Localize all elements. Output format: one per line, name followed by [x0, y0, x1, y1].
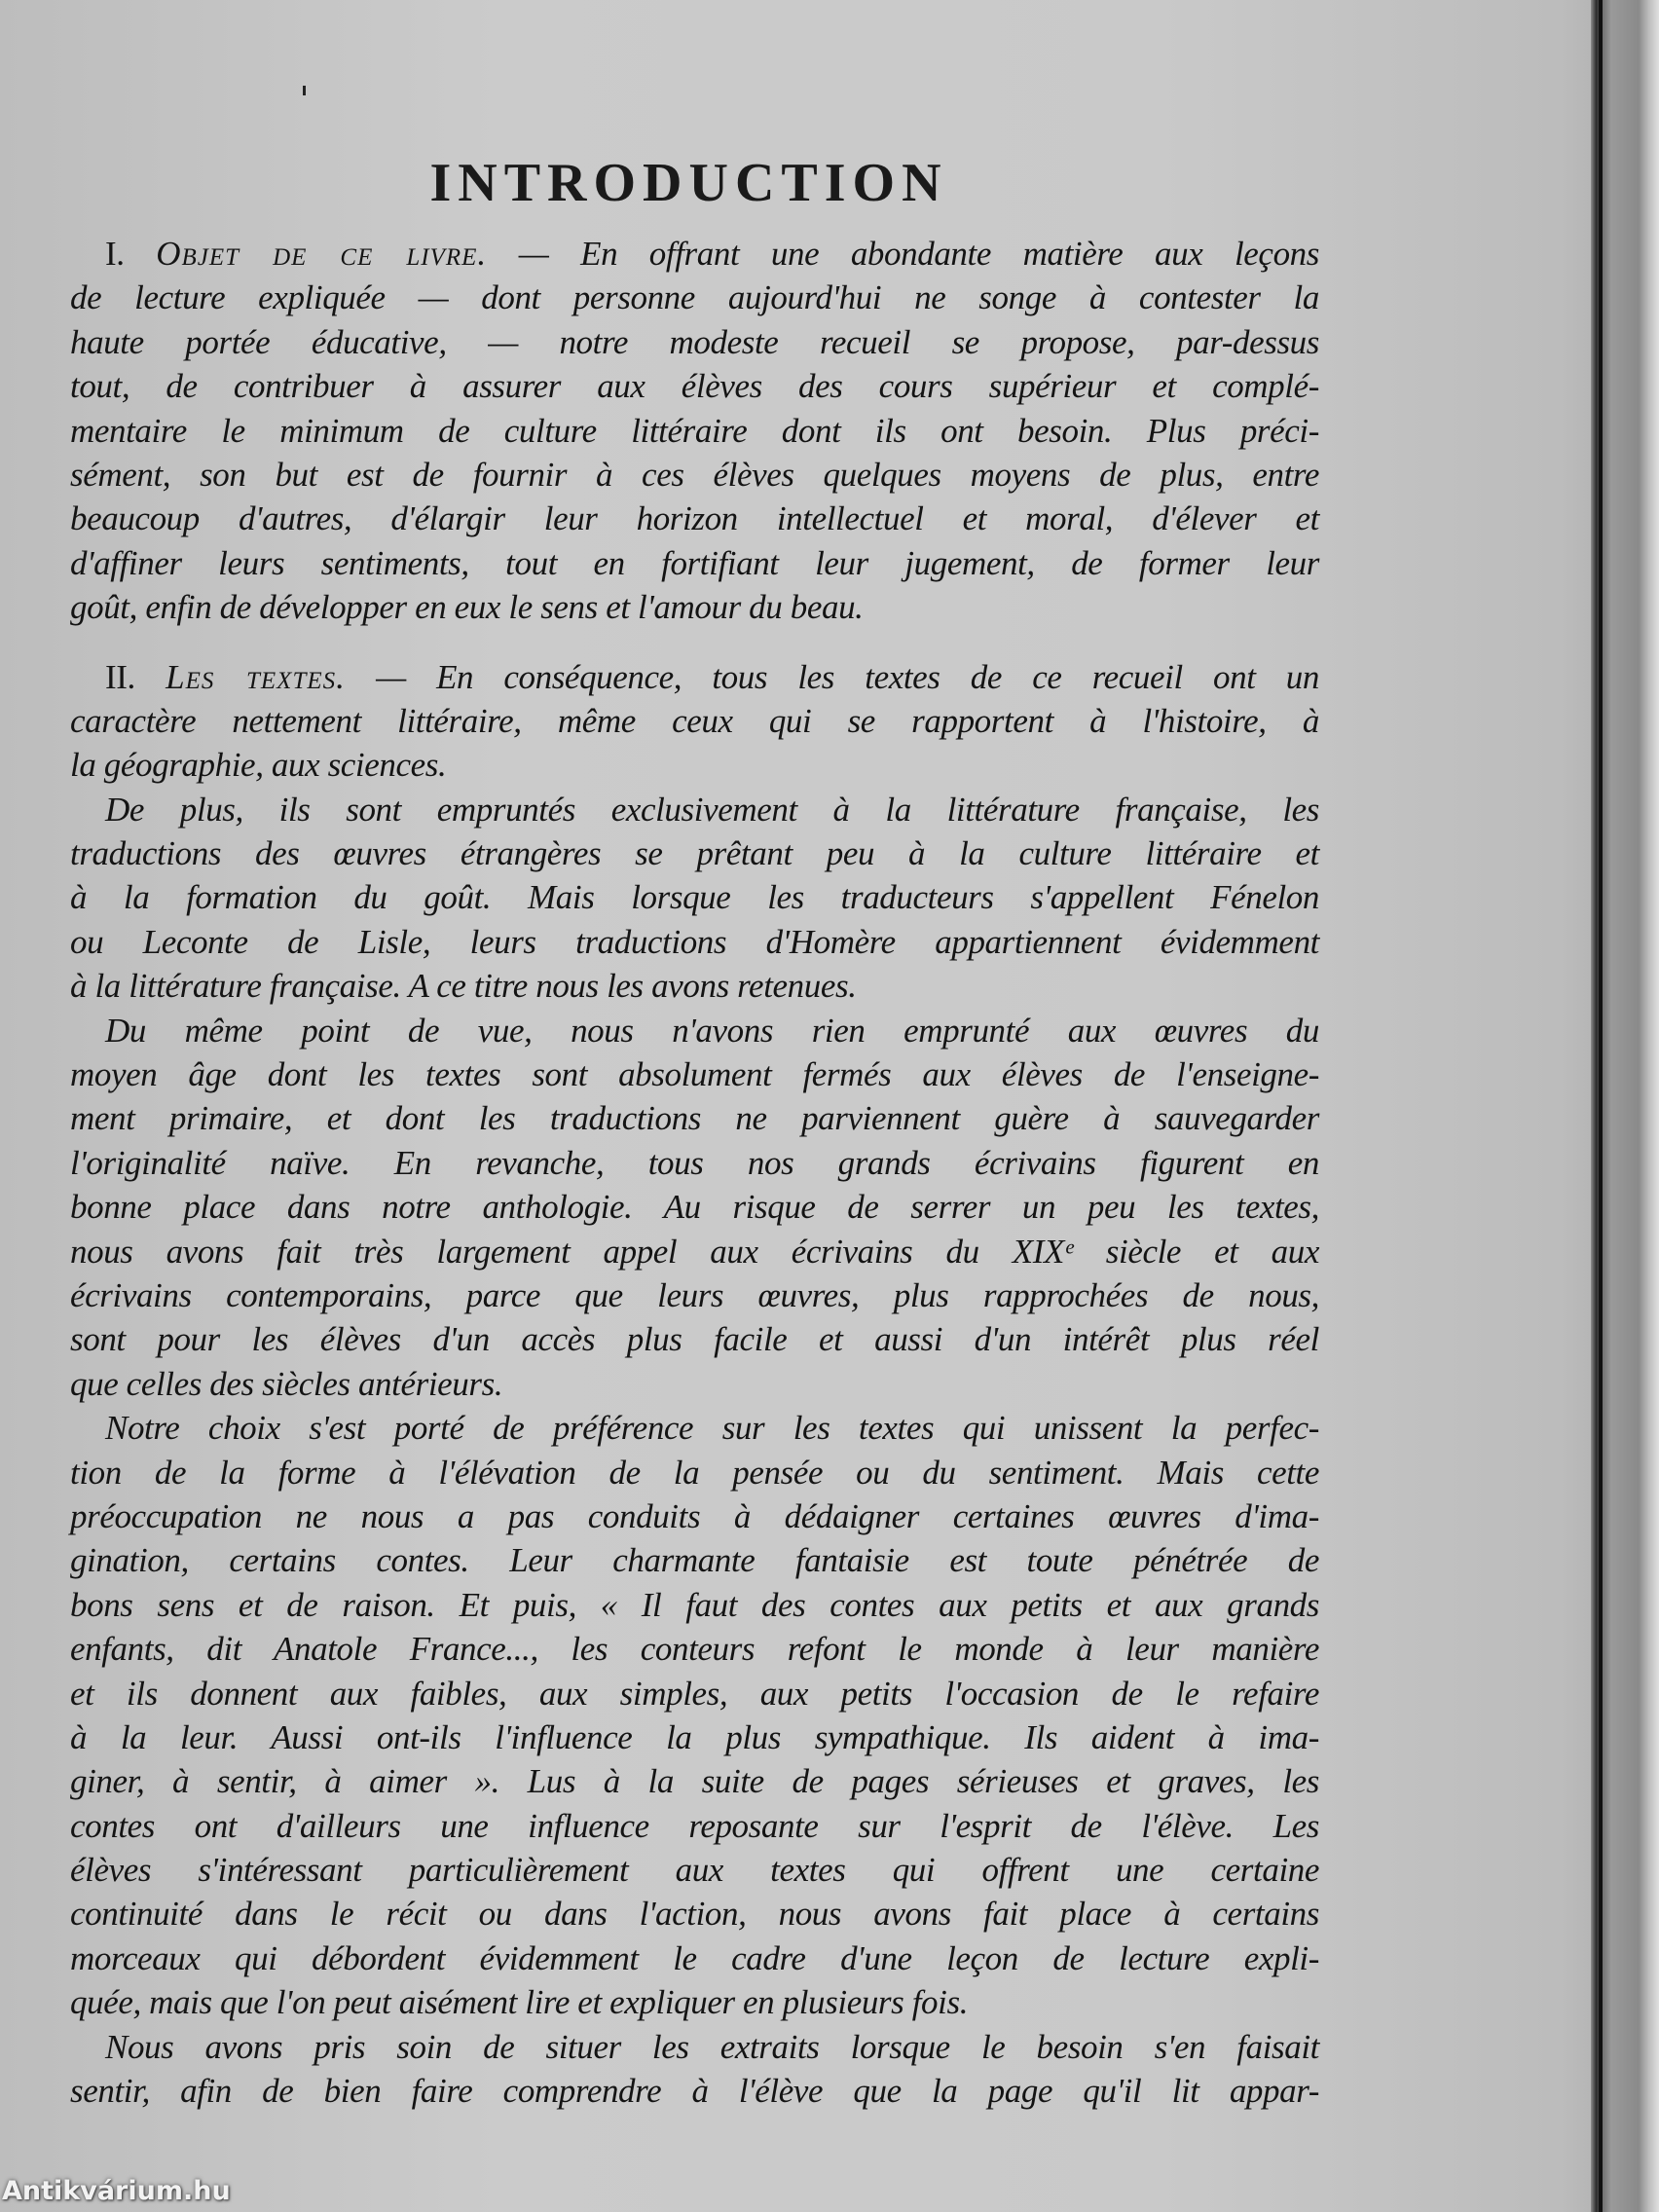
- line-text: beaucoup d'autres, d'élargir leur horizon intellectuel et moral, d'élever et: [70, 499, 1319, 538]
- text-line: [70, 788, 1319, 831]
- line-text: continuité dans le récit ou dans l'action, nous avons fait place à certains: [70, 1895, 1319, 1934]
- line-text: d'affiner leurs sentiments, tout en fortifiant leur jugement, de former leur: [70, 543, 1319, 582]
- line-text: contes ont d'ailleurs une influence reposante sur l'esprit de l'élève. Les: [70, 1806, 1319, 1845]
- line-text: giner, à sentir, à aimer ». Lus à la suite de pages sérieuses et graves, les: [70, 1762, 1319, 1801]
- text-line: [70, 1759, 1319, 1803]
- line-text: tout, de contribuer à assurer aux élèves des cours supérieur et complé-: [70, 367, 1319, 406]
- line-text: gination, certains contes. Leur charmante fantaisie est toute pénétrée de: [70, 1541, 1319, 1580]
- line-text: écrivains contemporains, parce que leurs œuvres, plus rapprochées de nous,: [70, 1275, 1319, 1314]
- text-line: [70, 1273, 1319, 1317]
- line-text: à la littérature française. A ce titre nous les avons retenues.: [70, 967, 857, 1006]
- text-line: [70, 964, 1319, 1008]
- text-line: [70, 743, 1319, 787]
- text-line: [70, 1052, 1319, 1096]
- text-line: [70, 1892, 1319, 1936]
- text-line: [70, 920, 1319, 964]
- watermark: Antikvárium.hu: [2, 2176, 231, 2206]
- text-line: [70, 2025, 1319, 2069]
- book-binding-edge: [1591, 0, 1659, 2212]
- text-line: [70, 1230, 1319, 1273]
- text-line: [70, 875, 1319, 919]
- text-line: [70, 1451, 1319, 1494]
- line-text: caractère nettement littéraire, même ceux qui se rapportent à l'histoire, à: [70, 701, 1319, 740]
- paragraph: [70, 788, 1319, 1009]
- line-text: — En offrant une abondante matière aux leçons: [487, 235, 1319, 273]
- line-text: haute portée éducative, — notre modeste recueil se propose, par-dessus: [70, 322, 1319, 361]
- text-line: [70, 1538, 1319, 1582]
- paragraph: [70, 232, 1319, 630]
- line-text: goût, enfin de développer en eux le sens et l'amour du beau.: [70, 588, 864, 627]
- line-text: élèves s'intéressant particulièrement aux textes qui offrent une certaine: [70, 1851, 1319, 1890]
- line-text: la géographie, aux sciences.: [70, 746, 447, 785]
- text-line: [70, 1980, 1319, 2024]
- line-text: de lecture expliquée — dont personne aujourd'hui ne songe à contester la: [70, 278, 1319, 317]
- text-line: [70, 232, 1319, 276]
- line-text: — En conséquence, tous les textes de ce recueil ont un: [345, 657, 1319, 696]
- line-text: mentaire le minimum de culture littéraire dont ils ont besoin. Plus préci-: [70, 411, 1319, 450]
- text-line: [70, 1406, 1319, 1450]
- line-text: moyen âge dont les textes sont absolument fermés aux élèves de l'enseigne-: [70, 1055, 1319, 1094]
- line-text: l'originalité naïve. En revanche, tous nos grands écrivains figurent en: [70, 1143, 1319, 1182]
- line-text: tion de la forme à l'élévation de la pensée ou du sentiment. Mais cette: [70, 1453, 1319, 1492]
- text-line: [70, 1494, 1319, 1538]
- text-line: [70, 497, 1319, 540]
- text-line: [70, 409, 1319, 453]
- text-line: [70, 1317, 1319, 1361]
- text-line: [70, 1804, 1319, 1848]
- text-line: [70, 1672, 1319, 1715]
- section-number: II.: [105, 657, 135, 696]
- line-text: Notre choix s'est porté de préférence sur les textes qui unissent la perfec-: [105, 1409, 1319, 1448]
- body-text: [70, 232, 1319, 2113]
- line-text: ou Leconte de Lisle, leurs traductions d'Homère appartiennent évidemment: [70, 922, 1319, 961]
- text-line: [70, 1848, 1319, 1892]
- line-text: quée, mais que l'on peut aisément lire et expliquer en plusieurs fois.: [70, 1983, 969, 2022]
- text-line: [70, 541, 1319, 585]
- paragraph: [70, 2025, 1319, 2114]
- text-line: [70, 585, 1319, 629]
- text-line: [70, 1096, 1319, 1140]
- line-text: bons sens et de raison. Et puis, « Il faut des contes aux petits et aux grands: [70, 1585, 1319, 1624]
- line-text: De plus, ils sont empruntés exclusivement à la littérature française, les: [105, 790, 1319, 829]
- section-heading: Objet de ce livre.: [156, 235, 488, 273]
- text-line: [70, 1715, 1319, 1759]
- line-text: traductions des œuvres étrangères se prêtant peu à la culture littéraire et: [70, 834, 1319, 873]
- line-text: ment primaire, et dont les traductions ne parviennent guère à sauvegarder: [70, 1099, 1319, 1138]
- page-title: INTRODUCTION: [429, 152, 948, 213]
- text-line: [70, 831, 1319, 875]
- paragraph: [70, 1009, 1319, 1407]
- section-heading: Les textes.: [166, 657, 346, 696]
- line-text: Nous avons pris soin de situer les extraits lorsque le besoin s'en faisait: [105, 2027, 1319, 2066]
- print-speck: [303, 86, 306, 95]
- text-line: [70, 1936, 1319, 1980]
- section-number: I.: [105, 235, 125, 273]
- text-line: [70, 2069, 1319, 2113]
- line-text: enfants, dit Anatole France..., les conteurs refont le monde à leur manière: [70, 1630, 1319, 1669]
- line-text: sentir, afin de bien faire comprendre à l'élève que la page qu'il lit appar-: [70, 2072, 1319, 2111]
- line-text: morceaux qui débordent évidemment le cadre d'une leçon de lecture expli-: [70, 1938, 1319, 1977]
- text-line: [70, 453, 1319, 497]
- line-text: que celles des siècles antérieurs.: [70, 1364, 503, 1403]
- line-text: à la formation du goût. Mais lorsque les traducteurs s'appellent Fénelon: [70, 878, 1319, 917]
- line-text: bonne place dans notre anthologie. Au risque de serrer un peu les textes,: [70, 1188, 1319, 1227]
- paragraph: [70, 655, 1319, 788]
- text-line: [70, 1009, 1319, 1052]
- text-line: [70, 320, 1319, 364]
- text-line: [70, 364, 1319, 408]
- line-text: sont pour les élèves d'un accès plus facile et aussi d'un intérêt plus réel: [70, 1320, 1319, 1359]
- text-line: [70, 655, 1319, 699]
- text-line: [70, 699, 1319, 743]
- text-line: [70, 1583, 1319, 1627]
- text-line: [70, 1141, 1319, 1185]
- paragraph: [70, 1406, 1319, 2024]
- text-line: [70, 1185, 1319, 1229]
- text-line: [70, 276, 1319, 319]
- text-line: [70, 1627, 1319, 1671]
- line-text: Du même point de vue, nous n'avons rien emprunté aux œuvres du: [105, 1011, 1319, 1050]
- line-text: sément, son but est de fournir à ces élèves quelques moyens de plus, entre: [70, 455, 1319, 494]
- line-text: à la leur. Aussi ont-ils l'influence la plus sympathique. Ils aident à ima-: [70, 1717, 1319, 1756]
- text-line: [70, 1362, 1319, 1406]
- line-text: préoccupation ne nous a pas conduits à dédaigner certaines œuvres d'ima-: [70, 1496, 1319, 1535]
- line-text: et ils donnent aux faibles, aux simples, aux petits l'occasion de le refaire: [70, 1674, 1319, 1713]
- line-text: nous avons fait très largement appel aux écrivains du XIXᵉ siècle et aux: [70, 1232, 1319, 1271]
